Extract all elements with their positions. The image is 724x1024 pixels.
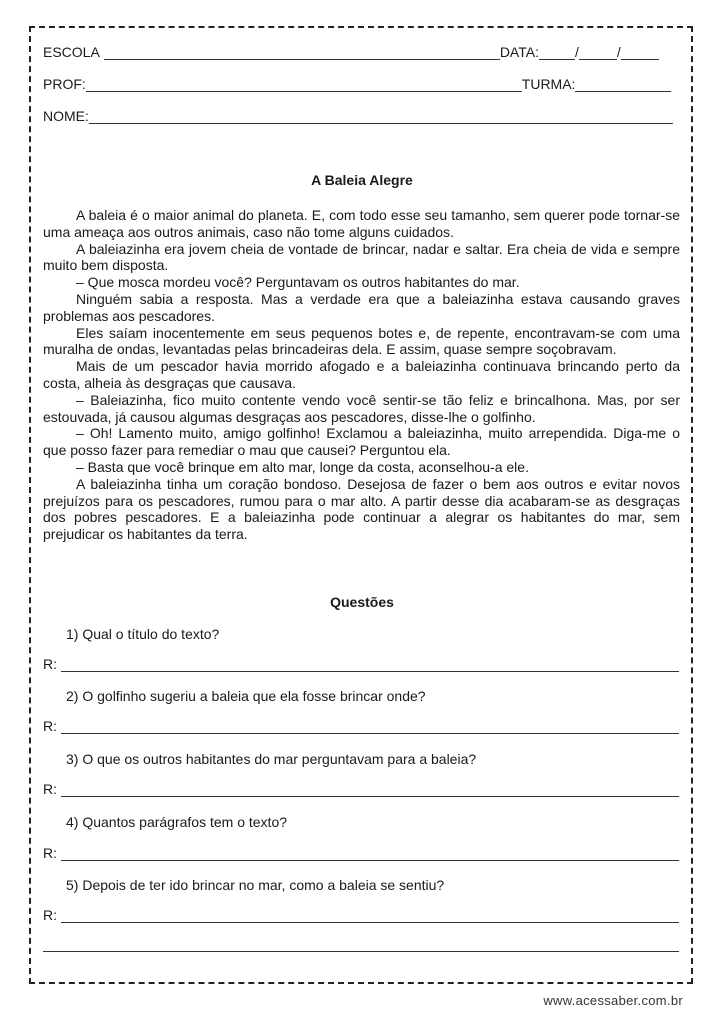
- paragraph: Eles saíam inocentemente em seus pequenos botes e, de repente, encontravam-se com uma muralha de ondas, levantadas pelas brincadeiras dela. E assim, quase sempre soçobravam.: [43, 324, 680, 358]
- answer-field-5[interactable]: [61, 910, 679, 923]
- questions-title: Questões: [330, 594, 394, 610]
- answer-row-5: [43, 907, 679, 923]
- answer-field-1[interactable]: [61, 659, 679, 672]
- date-sep-1: /: [574, 44, 579, 60]
- school-label: ESCOLA: [43, 44, 100, 60]
- website-footer: www.acessaber.com.br: [543, 993, 683, 1008]
- answer-label: R:: [43, 845, 57, 861]
- paragraph: Mais de um pescador havia morrido afogado e a baleiazinha continuava brincando perto da costa, alheia às desgraças que causava.: [43, 358, 680, 391]
- paragraph: A baleiazinha era jovem cheia de vontade de brincar, nadar e saltar. Era cheia de vida e sempre muito bem disposta.: [43, 240, 680, 274]
- school-field[interactable]: [104, 47, 500, 60]
- question-3: 3) O que os outros habitantes do mar perguntavam para a baleia?: [66, 751, 477, 767]
- answer-row-2: [43, 718, 679, 734]
- turma-field[interactable]: [575, 79, 671, 92]
- answer-field-3[interactable]: [61, 784, 679, 797]
- prof-field[interactable]: [86, 79, 522, 92]
- date-day-field[interactable]: [539, 47, 575, 60]
- answer-label: R:: [43, 781, 57, 797]
- prof-label: PROF:: [43, 76, 86, 92]
- school-row: [43, 44, 659, 60]
- date-label: DATA:: [499, 44, 539, 60]
- answer-field-5-extra[interactable]: [43, 951, 679, 952]
- answer-row-1: [43, 656, 679, 672]
- text-title: A Baleia Alegre: [311, 172, 413, 188]
- name-row: [43, 108, 673, 124]
- name-label: NOME:: [43, 108, 89, 124]
- answer-field-2[interactable]: [61, 721, 679, 734]
- paragraph: A baleia é o maior animal do planeta. E, com todo esse seu tamanho, sem querer pode tornar-se uma ameaça aos outros animais, caso não tome alguns cuidados.: [43, 207, 680, 240]
- story-text: [43, 207, 680, 543]
- paragraph: – Que mosca mordeu você? Perguntavam os outros habitantes do mar.: [76, 274, 520, 291]
- question-2: 2) O golfinho sugeriu a baleia que ela fosse brincar onde?: [66, 688, 426, 704]
- turma-label: TURMA:: [521, 76, 576, 92]
- paragraph: – Basta que você brinque em alto mar, longe da costa, aconselhou-a ele.: [76, 458, 529, 475]
- name-field[interactable]: [89, 111, 673, 124]
- question-5: 5) Depois de ter ido brincar no mar, como a baleia se sentiu?: [66, 877, 445, 893]
- answer-row-3: [43, 781, 679, 797]
- paragraph: Ninguém sabia a resposta. Mas a verdade era que a baleiazinha estava causando graves problemas aos pescadores.: [43, 290, 680, 324]
- paragraph: – Baleiazinha, fico muito contente vendo você sentir-se tão feliz e brincalhona. Mas, por ser estouvada, já causou algumas desgraças aos pescadores, disse-lhe o golfinho.: [43, 391, 680, 425]
- prof-row: [43, 76, 671, 92]
- answer-row-4: [43, 845, 679, 861]
- date-year-field[interactable]: [621, 47, 659, 60]
- paragraph: A baleiazinha tinha um coração bondoso. Desejosa de fazer o bem aos outros e evitar novos prejuízos para os pescadores, rumou para o mar alto. A partir desse dia acabaram-se as desgraças dos pobres pescadores. E a baleiazinha pode continuar a alegrar os habitantes do mar, sem prejudicar os habitantes da terra.: [43, 475, 680, 543]
- answer-label: R:: [43, 907, 57, 923]
- answer-label: R:: [43, 656, 57, 672]
- date-sep-2: /: [616, 44, 621, 60]
- question-4: 4) Quantos parágrafos tem o texto?: [66, 814, 288, 830]
- date-month-field[interactable]: [579, 47, 617, 60]
- answer-field-4[interactable]: [61, 848, 679, 861]
- answer-label: R:: [43, 718, 57, 734]
- paragraph: – Oh! Lamento muito, amigo golfinho! Exclamou a baleiazinha, muito arrependida. Diga-me o que posso fazer para remediar o mau que causei? Perguntou ela.: [43, 425, 680, 459]
- question-1: 1) Qual o título do texto?: [66, 626, 220, 642]
